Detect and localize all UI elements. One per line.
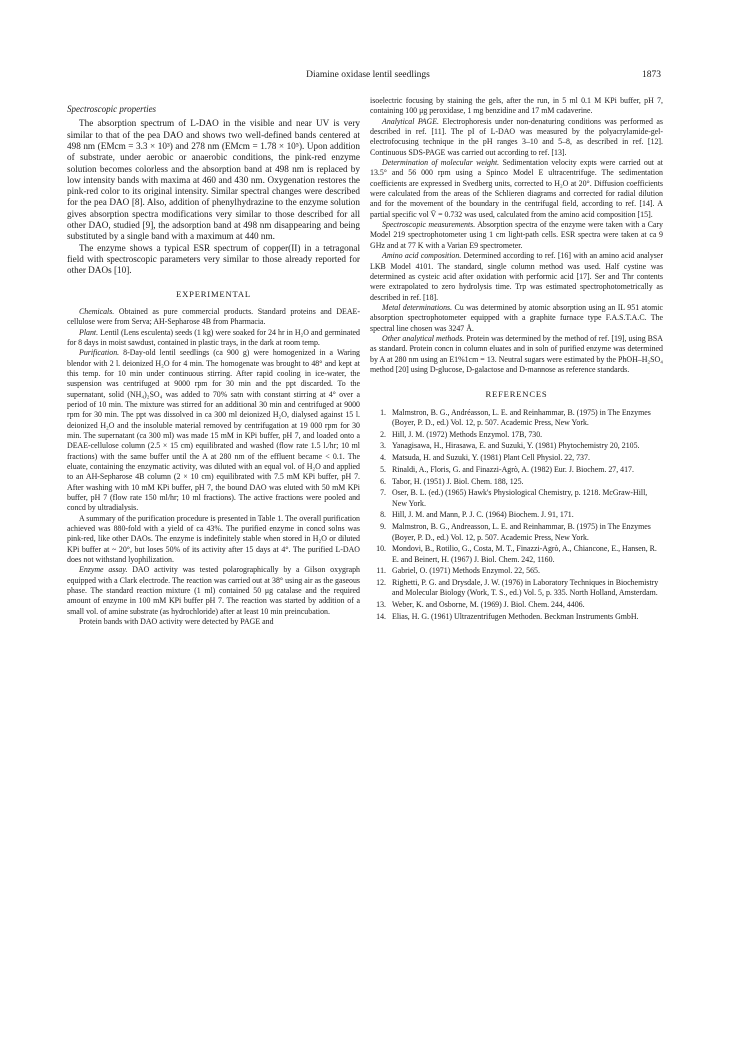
analytical-page-paragraph bbox=[370, 117, 663, 158]
reference-number: 10. bbox=[376, 544, 386, 554]
paragraph-text: Determined according to ref. [16] with an amino acid analyser LKB Model 4101. The standard, single column method was used. Half cystine was determined as cysteic acid after oxidation with performic acid [17]. Ser and Thr contents were extrapolated to zero hydrolysis time. Trp was estimated spectrophotometrically as described in ref. [18]. bbox=[370, 251, 663, 302]
paragraph-lead: Spectroscopic measurements. bbox=[382, 220, 476, 230]
paragraph-lead: Amino acid composition. bbox=[382, 251, 462, 261]
reference-item bbox=[370, 510, 663, 520]
paragraph-text: Cu was determined by atomic absorption using an IL 951 atomic absorption spectrophotometer equipped with a graphite furnace type F.A.S.T.A.C. The spectral line chosen was 3247 Å. bbox=[370, 302, 663, 333]
paragraph-lead: Analytical PAGE. bbox=[382, 116, 439, 126]
reference-text: Weber, K. and Osborne, M. (1969) J. Biol. Chem. 244, 4406. bbox=[392, 600, 585, 610]
paragraph-text: Absorption spectra of the enzyme were taken with a Cary Model 219 spectrophotometer using 1 cm light-path cells. ESR spectra were taken at ca 9 GHz and at 77 K with a Varian E9 spectrometer. bbox=[370, 220, 663, 250]
paragraph-lead: Other analytical methods. bbox=[382, 333, 465, 343]
reference-number: 4. bbox=[380, 453, 386, 463]
paragraph-text: Electrophoresis under non-denaturing conditions was performed as described in ref. [11]. The pI of L-DAO was measured by the polyacrylamide-gel-electrofocusing technique in the pH ranges 3–10 and 5–8, as described in ref. [12]. Continuous SDS-PAGE was carried out according to ref. [13]. bbox=[370, 116, 663, 157]
reference-text: Malmstron, B. G., Andreasson, L. E. and Reinhammar, B. (1975) in The Enzymes (Boyer, P. D., ed.) Vol. 12, p. 507. Academic Press, New York. bbox=[392, 522, 651, 542]
page-number: 1873 bbox=[642, 70, 661, 80]
paragraph-lead: Determination of molecular weight. bbox=[382, 158, 500, 168]
reference-number: 12. bbox=[376, 578, 386, 588]
reference-text: Malmstron, B. G., Andréasson, L. E. and Reinhammar, B. (1975) in The Enzymes (Boyer, P. D., ed.) Vol. 12, p. 507. Academic Press, New York. bbox=[392, 407, 651, 427]
reference-text: Mondovi, B., Rotilio, G., Costa, M. T., Finazzi-Agrò, A., Chiancone, E., Hansen, R. E. and Beinert, H. (1967) J. Biol. Chem. 242, 1160. bbox=[392, 544, 657, 564]
reference-number: 1. bbox=[380, 407, 386, 417]
reference-number: 5. bbox=[380, 464, 386, 474]
continuation-paragraph: isoelectric focusing by staining the gels, after the run, in 5 ml 0.1 M KPi buffer, pH 7, containing 100 μg peroxidase, 1 mg benzidine and 17 mM cadaverine. bbox=[370, 96, 663, 116]
reference-number: 9. bbox=[380, 522, 386, 532]
paragraph-lead: Plant. bbox=[79, 327, 99, 337]
plant-paragraph bbox=[67, 328, 360, 349]
paragraph-lead: Chemicals. bbox=[79, 306, 115, 316]
reference-number: 14. bbox=[376, 611, 386, 621]
summary-paragraph bbox=[67, 514, 360, 566]
paragraph-lead: Purification. bbox=[79, 348, 120, 358]
reference-text: Matsuda, H. and Suzuki, Y. (1981) Plant Cell Physiol. 22, 737. bbox=[392, 453, 590, 463]
reference-item bbox=[370, 544, 663, 565]
reference-item bbox=[370, 465, 663, 475]
reference-item bbox=[370, 578, 663, 599]
left-column bbox=[67, 96, 360, 628]
reference-text: Elias, H. G. (1961) Ultrazentrifugen Methoden. Beckman Instruments GmbH. bbox=[392, 611, 639, 621]
spectroscopic-measurements-paragraph bbox=[370, 220, 663, 251]
metal-determinations-paragraph bbox=[370, 303, 663, 334]
other-methods-paragraph bbox=[370, 334, 663, 375]
reference-text: Tabor, H. (1951) J. Biol. Chem. 188, 125. bbox=[392, 476, 524, 486]
section-title-spectroscopic: Spectroscopic properties bbox=[67, 104, 157, 114]
reference-text: Oser, B. L. (ed.) (1965) Hawk's Physiological Chemistry, p. 1218. McGraw-Hill, New York. bbox=[392, 488, 648, 508]
references-list bbox=[370, 408, 663, 623]
reference-item bbox=[370, 477, 663, 487]
paragraph-text: A summary of the purification procedure is presented in Table 1. The overall purification achieved was 880-fold with a yield of ca 43%. The purified enzyme in concd solns was pink-red, like other DAOs. The enzyme is indefinitely stable when stored in H₂O or diluted KPi buffer at ~ 20°, but loses 50% of its activity after 15 days at 4°. The purified L-DAO does not withstand lyophilization. bbox=[67, 513, 360, 565]
paragraph-text: Lentil (Lens esculenta) seeds (1 kg) were soaked for 24 hr in H₂O and germinated for 8 days in moist sawdust, contained in plastic trays, in the dark at room temp. bbox=[67, 327, 360, 347]
molecular-weight-paragraph bbox=[370, 158, 663, 220]
paragraph-text: Obtained as pure commercial products. Standard proteins and DEAE-cellulose were from Serva; AH-Sepharose 4B from Pharmacia. bbox=[67, 306, 360, 327]
reference-text: Yanagisawa, H., Hirasawa, E. and Suzuki, Y. (1981) Phytochemistry 20, 2105. bbox=[392, 441, 640, 451]
amino-acid-paragraph bbox=[370, 251, 663, 303]
purification-paragraph bbox=[67, 348, 360, 514]
reference-item bbox=[370, 441, 663, 451]
paragraph-text: 8-Day-old lentil seedlings (ca 900 g) were homogenized in a Waring blendor with 2 l. deionized H₂O for 4 min. The homogenate was brought to 48° and kept at this temp. for 10 min under continuous stirring. After rapid cooling in ice-water, the suspension was centrifuged at 9000 rpm for 30 min and the ppt discarded. To the supernatant, solid (NH₄)₂SO₄ was added to 70% satn with constant stirring at 4° over a period of 10 min. The mixture was stirred for an additional 30 min and centrifuged at 9000 rpm for 30 min. The ppt was dissolved in ca 300 ml deionized H₂O, dialysed against 15 l. deionized H₂O and the insoluble material removed by centrifugation at 19 000 rpm for 30 min. The supernatant (ca 300 ml) was made 15 mM in KPi buffer, pH 7, and loaded onto a DEAE-cellulose column (2.5 × 15 cm) equilibrated and washed (flow rate 1.5 l./hr; 10 ml fractions) with the same buffer until the A at 280 nm of the effluent became < 0.1. The eluate, containing the enzymatic activity, was diluted with an equal vol. of H₂O and applied to an AH-Sepharose 4B column (2 × 10 cm) equilibrated with 7.5 mM KPi buffer, pH 7. After washing with 10 mM KPi buffer, pH 7, the bound DAO was eluted with 50 mM KPi buffer, pH 7 (flow rate 150 ml/hr; 10 ml fractions). The active fractions were pooled and concd by ultradialysis. bbox=[67, 348, 360, 513]
paragraph-text: DAO activity was tested polarographically by a Gilson oxygraph equipped with a Clark electrode. The reaction was carried out at 38° using air as the gaseous phase. The standard reaction mixture (1 ml) contained 50 μg catalase and the required amount of enzyme in 100 mM KPi buffer pH 7. The reaction was started by addition of a small vol. of amine substrate (as hydrochloride) after at least 10 min preincubation. bbox=[67, 565, 360, 616]
reference-item bbox=[370, 522, 663, 543]
enzyme-assay-paragraph bbox=[67, 565, 360, 617]
reference-item bbox=[370, 430, 663, 440]
references-heading: REFERENCES bbox=[485, 389, 548, 400]
running-title: Diamine oxidase lentil seedlings bbox=[306, 70, 430, 80]
reference-number: 3. bbox=[380, 441, 386, 451]
right-column bbox=[370, 96, 663, 624]
reference-number: 11. bbox=[376, 566, 386, 576]
reference-number: 13. bbox=[376, 600, 386, 610]
paragraph-lead: Metal determinations. bbox=[382, 302, 453, 312]
paragraph-text: Protein was determined by the method of ref. [19], using BSA as standard. Protein concn in column eluates and in soln of purified enzyme was determined by A at 280 nm using an E1%1cm = 13. Neutral sugars were estimated by the PhOH–H₂SO₄ method [20] using D-glucose, D-galactose and D-mannose as reference standards. bbox=[370, 333, 664, 374]
paragraph-text: Protein bands with DAO activity were detected by PAGE and bbox=[79, 617, 274, 627]
paragraph-text: Sedimentation velocity expts were carried out at 13.5° and 56 000 rpm using a Spinco Model E ultracentrifuge. The sedimentation coefficients are expressed in Svedberg units, corrected to H₂O at 20°. Diffusion coefficients were calculated from the areas of the Schlieren diagrams and corrected for radial dilution and for the movement of the boundary in the centrifugal field, according to ref. [14]. A partial specific vol V̄ = 0.732 was used, calculated from the amino acid composition [15]. bbox=[370, 158, 663, 219]
protein-bands-paragraph bbox=[67, 617, 360, 627]
reference-item bbox=[370, 488, 663, 509]
reference-item bbox=[370, 408, 663, 429]
reference-item bbox=[370, 600, 663, 610]
reference-item bbox=[370, 566, 663, 576]
chemicals-paragraph bbox=[67, 307, 360, 328]
reference-text: Rinaldi, A., Floris, G. and Finazzi-Agrò, A. (1982) Eur. J. Biochem. 27, 417. bbox=[392, 464, 634, 474]
paragraph-lead: Enzyme assay. bbox=[79, 565, 128, 575]
spectro-paragraph: The enzyme shows a typical ESR spectrum of copper(II) in a tetragonal field with spectroscopic parameters very similar to those already reported for other DAOs [10]. bbox=[67, 242, 360, 276]
experimental-heading: EXPERIMENTAL bbox=[176, 288, 251, 299]
reference-text: Righetti, P. G. and Drysdale, J. W. (1976) in Laboratory Techniques in Biochemistry and Molecular Biology (Work, T. S., ed.) Vol. 5, p. 335. North Holland, Amsterdam. bbox=[392, 578, 659, 598]
reference-number: 2. bbox=[380, 429, 386, 439]
reference-item bbox=[370, 612, 663, 622]
reference-text: Hill, J. M. (1972) Methods Enzymol. 17B, 730. bbox=[392, 429, 543, 439]
reference-text: Hill, J. M. and Mann, P. J. C. (1964) Biochem. J. 91, 171. bbox=[392, 510, 574, 520]
reference-number: 7. bbox=[380, 488, 386, 498]
reference-number: 6. bbox=[380, 476, 386, 486]
spectro-paragraph: The absorption spectrum of L-DAO in the visible and near UV is very similar to that of the pea DAO and shows two well-defined bands centered at 498 nm (EMcm = 3.3 × 10³) and 278 nm (EMcm = 1.78 × 10⁵). Upon addition of substrate, under aerobic or anaerobic conditions, the pink-red enzyme solution becomes colorless and the absorption band at 498 nm is replaced by low intensity bands with maxima at 460 and 430 nm. Oxygenation restores the pink-red color to its original intensity. Similar spectral changes were described for the pea DAO [8]. Also, addition of phenylhydrazine to the enzyme solution gives absorption spectra modifications very similar to those described for all other DAO, studied [9], the adsorption band at 498 nm disappearing and being substituted by a single band with a maximum at 440 nm. bbox=[67, 118, 360, 242]
reference-text: Gabriel, O. (1971) Methods Enzymol. 22, 565. bbox=[392, 566, 540, 576]
reference-item bbox=[370, 453, 663, 463]
reference-number: 8. bbox=[380, 510, 386, 520]
